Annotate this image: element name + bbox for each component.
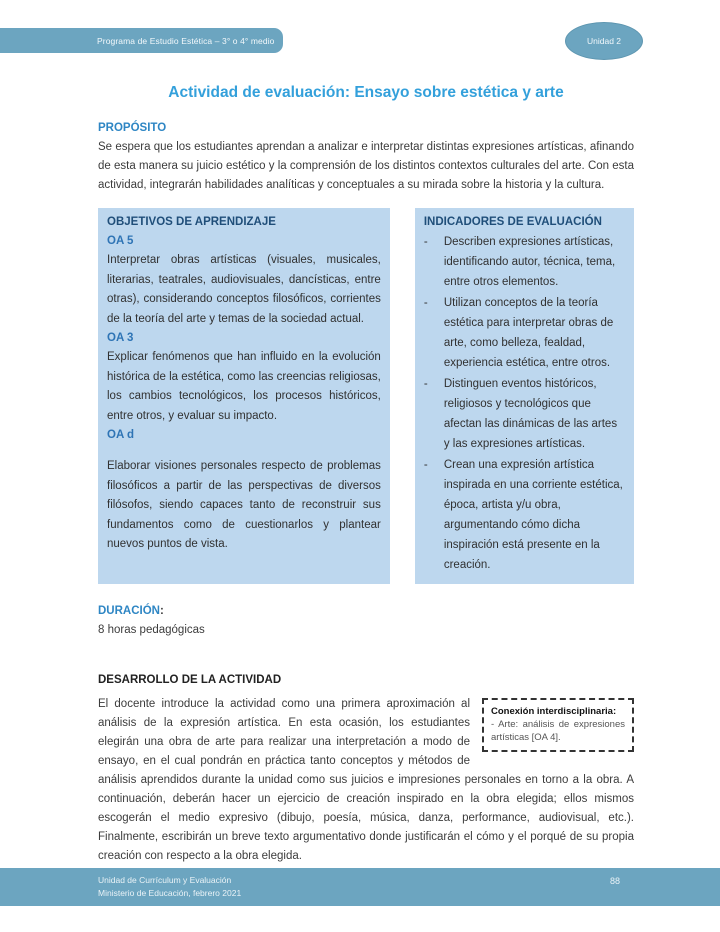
proposito-heading: PROPÓSITO: [98, 122, 167, 134]
list-item-text: Utilizan conceptos de la teoría estética para interpretar obras de arte, como belleza, fealdad, experiencia estética, entre otros.: [443, 297, 614, 369]
duracion-heading: DURACIÓN: [98, 605, 160, 617]
program-header-label: Programa de Estudio Estética – 3° o 4° medio: [97, 35, 275, 46]
conexion-text: - Arte: análisis de expresiones artísticas [OA 4].: [491, 719, 625, 743]
desarrollo-text: El docente introduce la actividad como una primera aproximación al análisis de la expresión artística. En esta ocasión, los estudiantes elegirán una obra de arte para realizar una interpretación a modo de ensayo, en el cual pondrán en práctica tanto conceptos y métodos de análisis aprendidos durante la unidad como sus juicios e impresiones personales en torno a la obra. A continuación, deberán hacer un ejercicio de creación inspirado en la obra elegida; ellos mismos escogerán el medio expresivo (dibujo, poesía, música, danza, performance, audiovisual, etc.). Finalmente, escribirán un breve texto argumentativo donde justificarán el cómo y el porqué de su propia creación con respecto a la obra elegida.: [98, 698, 634, 862]
footer-line1: Unidad de Currículum y Evaluación: [98, 875, 232, 885]
list-item: [424, 374, 625, 454]
dash-bullet: -: [423, 297, 428, 309]
footer-line2: Ministerio de Educación, febrero 2021: [98, 888, 242, 898]
duracion-colon: :: [159, 605, 164, 617]
page-number: 88: [609, 876, 620, 886]
proposito-paragraph: Se espera que los estudiantes aprendan a analizar e interpretar distintas expresiones artísticas, afinando de esta manera su juicio estético y la comprensión de los distintos contextos culturales del arte. Con esta actividad, integrarán habilidades analíticas y conceptuales a su mirada sobre la historia y la cultura.: [98, 141, 634, 191]
duracion-section: [98, 601, 634, 640]
indicadores-box: [415, 208, 634, 584]
desarrollo-paragraph: [98, 695, 634, 866]
oa-label: OA d: [107, 429, 135, 441]
list-item-text: Distinguen eventos históricos, religiosos y tecnológicos que afectan las dinámicas de las artes y las expresiones artísticas.: [443, 378, 618, 450]
objetivos-box: [98, 208, 390, 584]
oa-label: OA 5: [107, 235, 134, 247]
list-item: [424, 455, 625, 575]
indicadores-heading: INDICADORES DE EVALUACIÓN: [423, 216, 602, 228]
objectives-indicators-row: [98, 208, 634, 584]
page-title: Actividad de evaluación: Ensayo sobre estética y arte: [168, 84, 564, 101]
dash-bullet: -: [423, 378, 428, 390]
footer-bar: [0, 868, 720, 906]
desarrollo-heading: DESARROLLO DE LA ACTIVIDAD: [98, 674, 282, 686]
oa-text: Explicar fenómenos que han influido en la evolución histórica de la estética, como las creencias religiosas, los cambios tecnológicos, los procesos históricos, entre otros, y evaluar su impacto.: [107, 351, 381, 422]
list-item-text: Crean una expresión artística inspirada en una corriente estética, época, artista y/u obra, argumentando cómo dicha inspiración está presente en la creación.: [443, 459, 623, 571]
dash-bullet: -: [423, 236, 428, 248]
duracion-value: 8 horas pedagógicas: [98, 624, 205, 636]
list-item-text: Describen expresiones artísticas, identificando autor, técnica, tema, entre otros elementos.: [443, 236, 616, 288]
conexion-title: Conexión interdisciplinaria:: [491, 706, 617, 717]
oa-text: Interpretar obras artísticas (visuales, musicales, literarias, teatrales, audiovisuales, dancísticas, entre otras), considerando conceptos filosóficos, corrientes de la teoría del arte y temas de la sociedad actual.: [107, 254, 381, 325]
oa-label: OA 3: [107, 332, 134, 344]
list-item: [424, 293, 625, 373]
list-item: [424, 232, 625, 292]
footer-credits: [98, 874, 241, 900]
oa-text: Elaborar visiones personales respecto de problemas filosóficos a partir de las perspectivas de diversos filósofos, siendo capaces tanto de reconstruir sus fundamentos como de cuestionarlos y plantear nuevos puntos de vista.: [107, 460, 381, 550]
dash-bullet: -: [423, 459, 428, 471]
objetivos-heading: OBJETIVOS DE APRENDIZAJE: [107, 216, 276, 228]
conexion-interdisciplinaria-box: [482, 698, 634, 752]
unit-badge-label: Unidad 2: [586, 36, 622, 46]
